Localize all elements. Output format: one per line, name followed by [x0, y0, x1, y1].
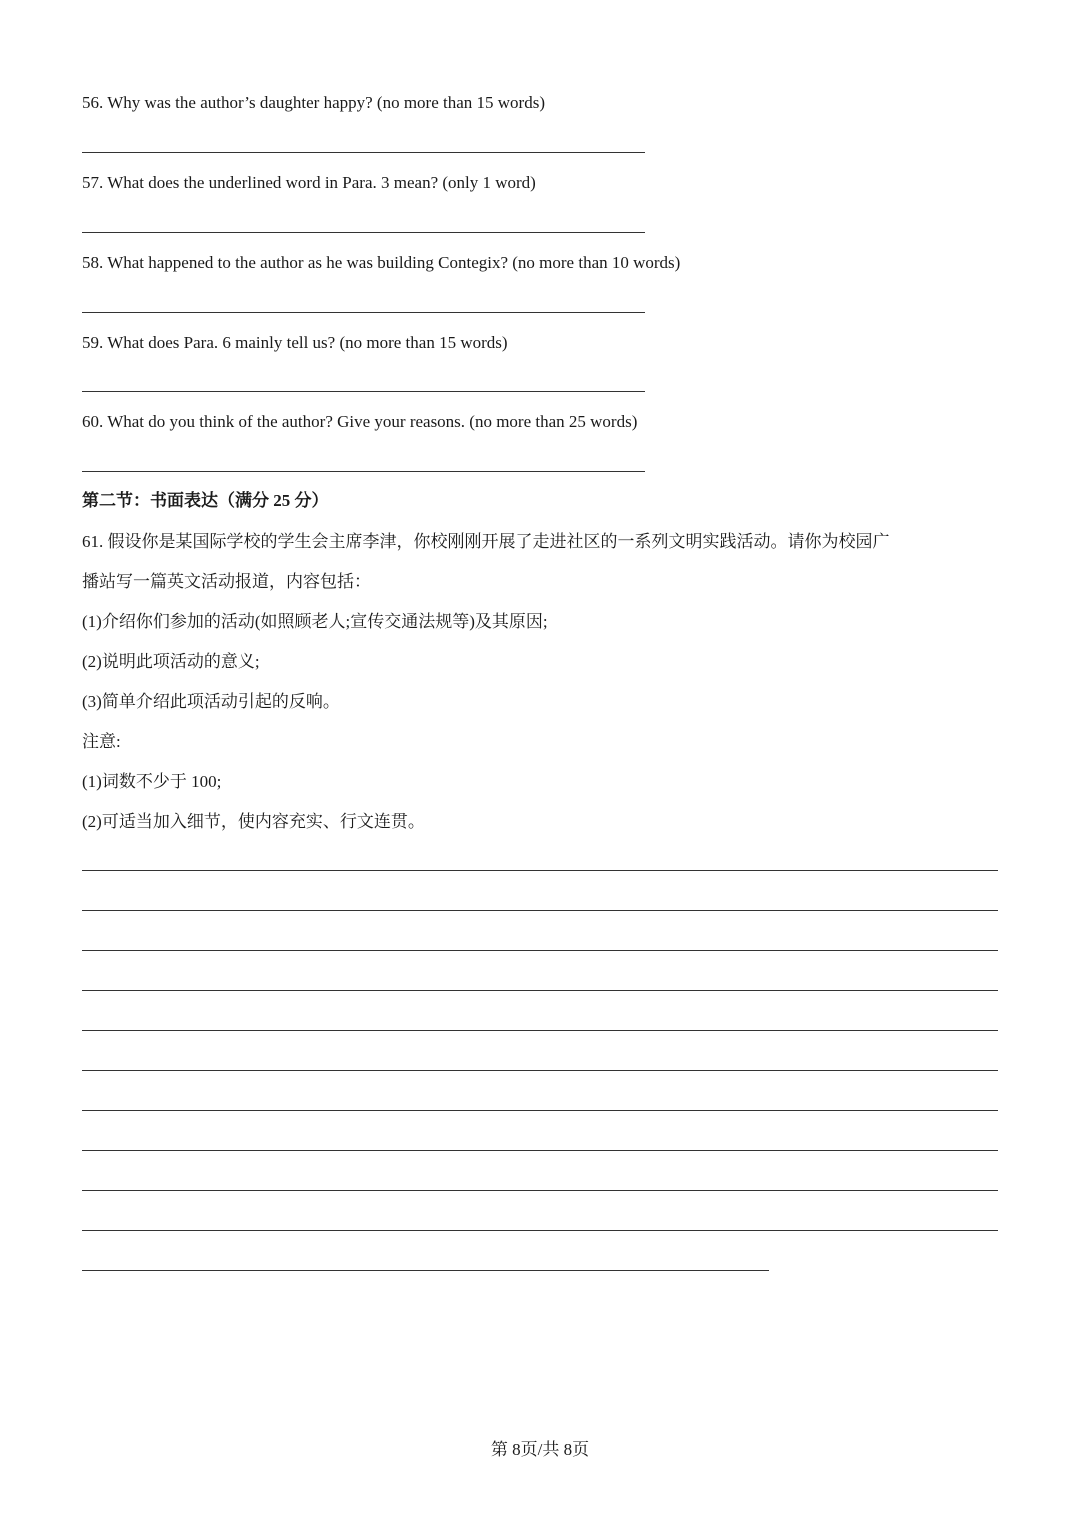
answer-line-57[interactable] [82, 232, 645, 233]
question-57: 57. What does the underlined word in Para. 3 mean? (only 1 word) [82, 173, 536, 192]
writing-line[interactable] [82, 950, 998, 951]
writing-line[interactable] [82, 1190, 998, 1191]
writing-line-last[interactable] [82, 1270, 769, 1271]
writing-line[interactable] [82, 910, 998, 911]
answer-line-59[interactable] [82, 391, 645, 392]
writing-line[interactable] [82, 1030, 998, 1031]
answer-line-58[interactable] [82, 312, 645, 313]
writing-point-1: (1)介绍你们参加的活动(如照顾老人;宣传交通法规等)及其原因; [82, 612, 548, 631]
writing-point-3: (3)简单介绍此项活动引起的反响。 [82, 692, 340, 711]
writing-prompt-line-2: 播站写一篇英文活动报道，内容包括： [82, 572, 371, 591]
question-59: 59. What does Para. 6 mainly tell us? (no more than 15 words) [82, 333, 508, 352]
notes-label: 注意: [82, 732, 121, 751]
note-2: (2)可适当加入细节，使内容充实、行文连贯。 [82, 812, 425, 831]
section-title: 第二节：书面表达（满分 25 分） [82, 491, 329, 510]
page-number: 第 8页/共 8页 [490, 1440, 590, 1459]
question-58: 58. What happened to the author as he was building Contegix? (no more than 10 words) [82, 253, 681, 272]
answer-line-60[interactable] [82, 471, 645, 472]
writing-prompt-line-1: 61. 假设你是某国际学校的学生会主席李津，你校刚刚开展了走进社区的一系列文明实践活动。请你为校园广 [82, 532, 890, 551]
writing-line[interactable] [82, 870, 998, 871]
writing-line[interactable] [82, 1150, 998, 1151]
writing-line[interactable] [82, 990, 998, 991]
writing-point-2: (2)说明此项活动的意义; [82, 652, 260, 671]
question-60: 60. What do you think of the author? Give your reasons. (no more than 25 words) [82, 412, 638, 431]
answer-line-56[interactable] [82, 152, 645, 153]
note-1: (1)词数不少于 100; [82, 772, 222, 791]
question-56: 56. Why was the author’s daughter happy? (no more than 15 words) [82, 93, 545, 112]
writing-line[interactable] [82, 1230, 998, 1231]
writing-line[interactable] [82, 1070, 998, 1071]
writing-line[interactable] [82, 1110, 998, 1111]
